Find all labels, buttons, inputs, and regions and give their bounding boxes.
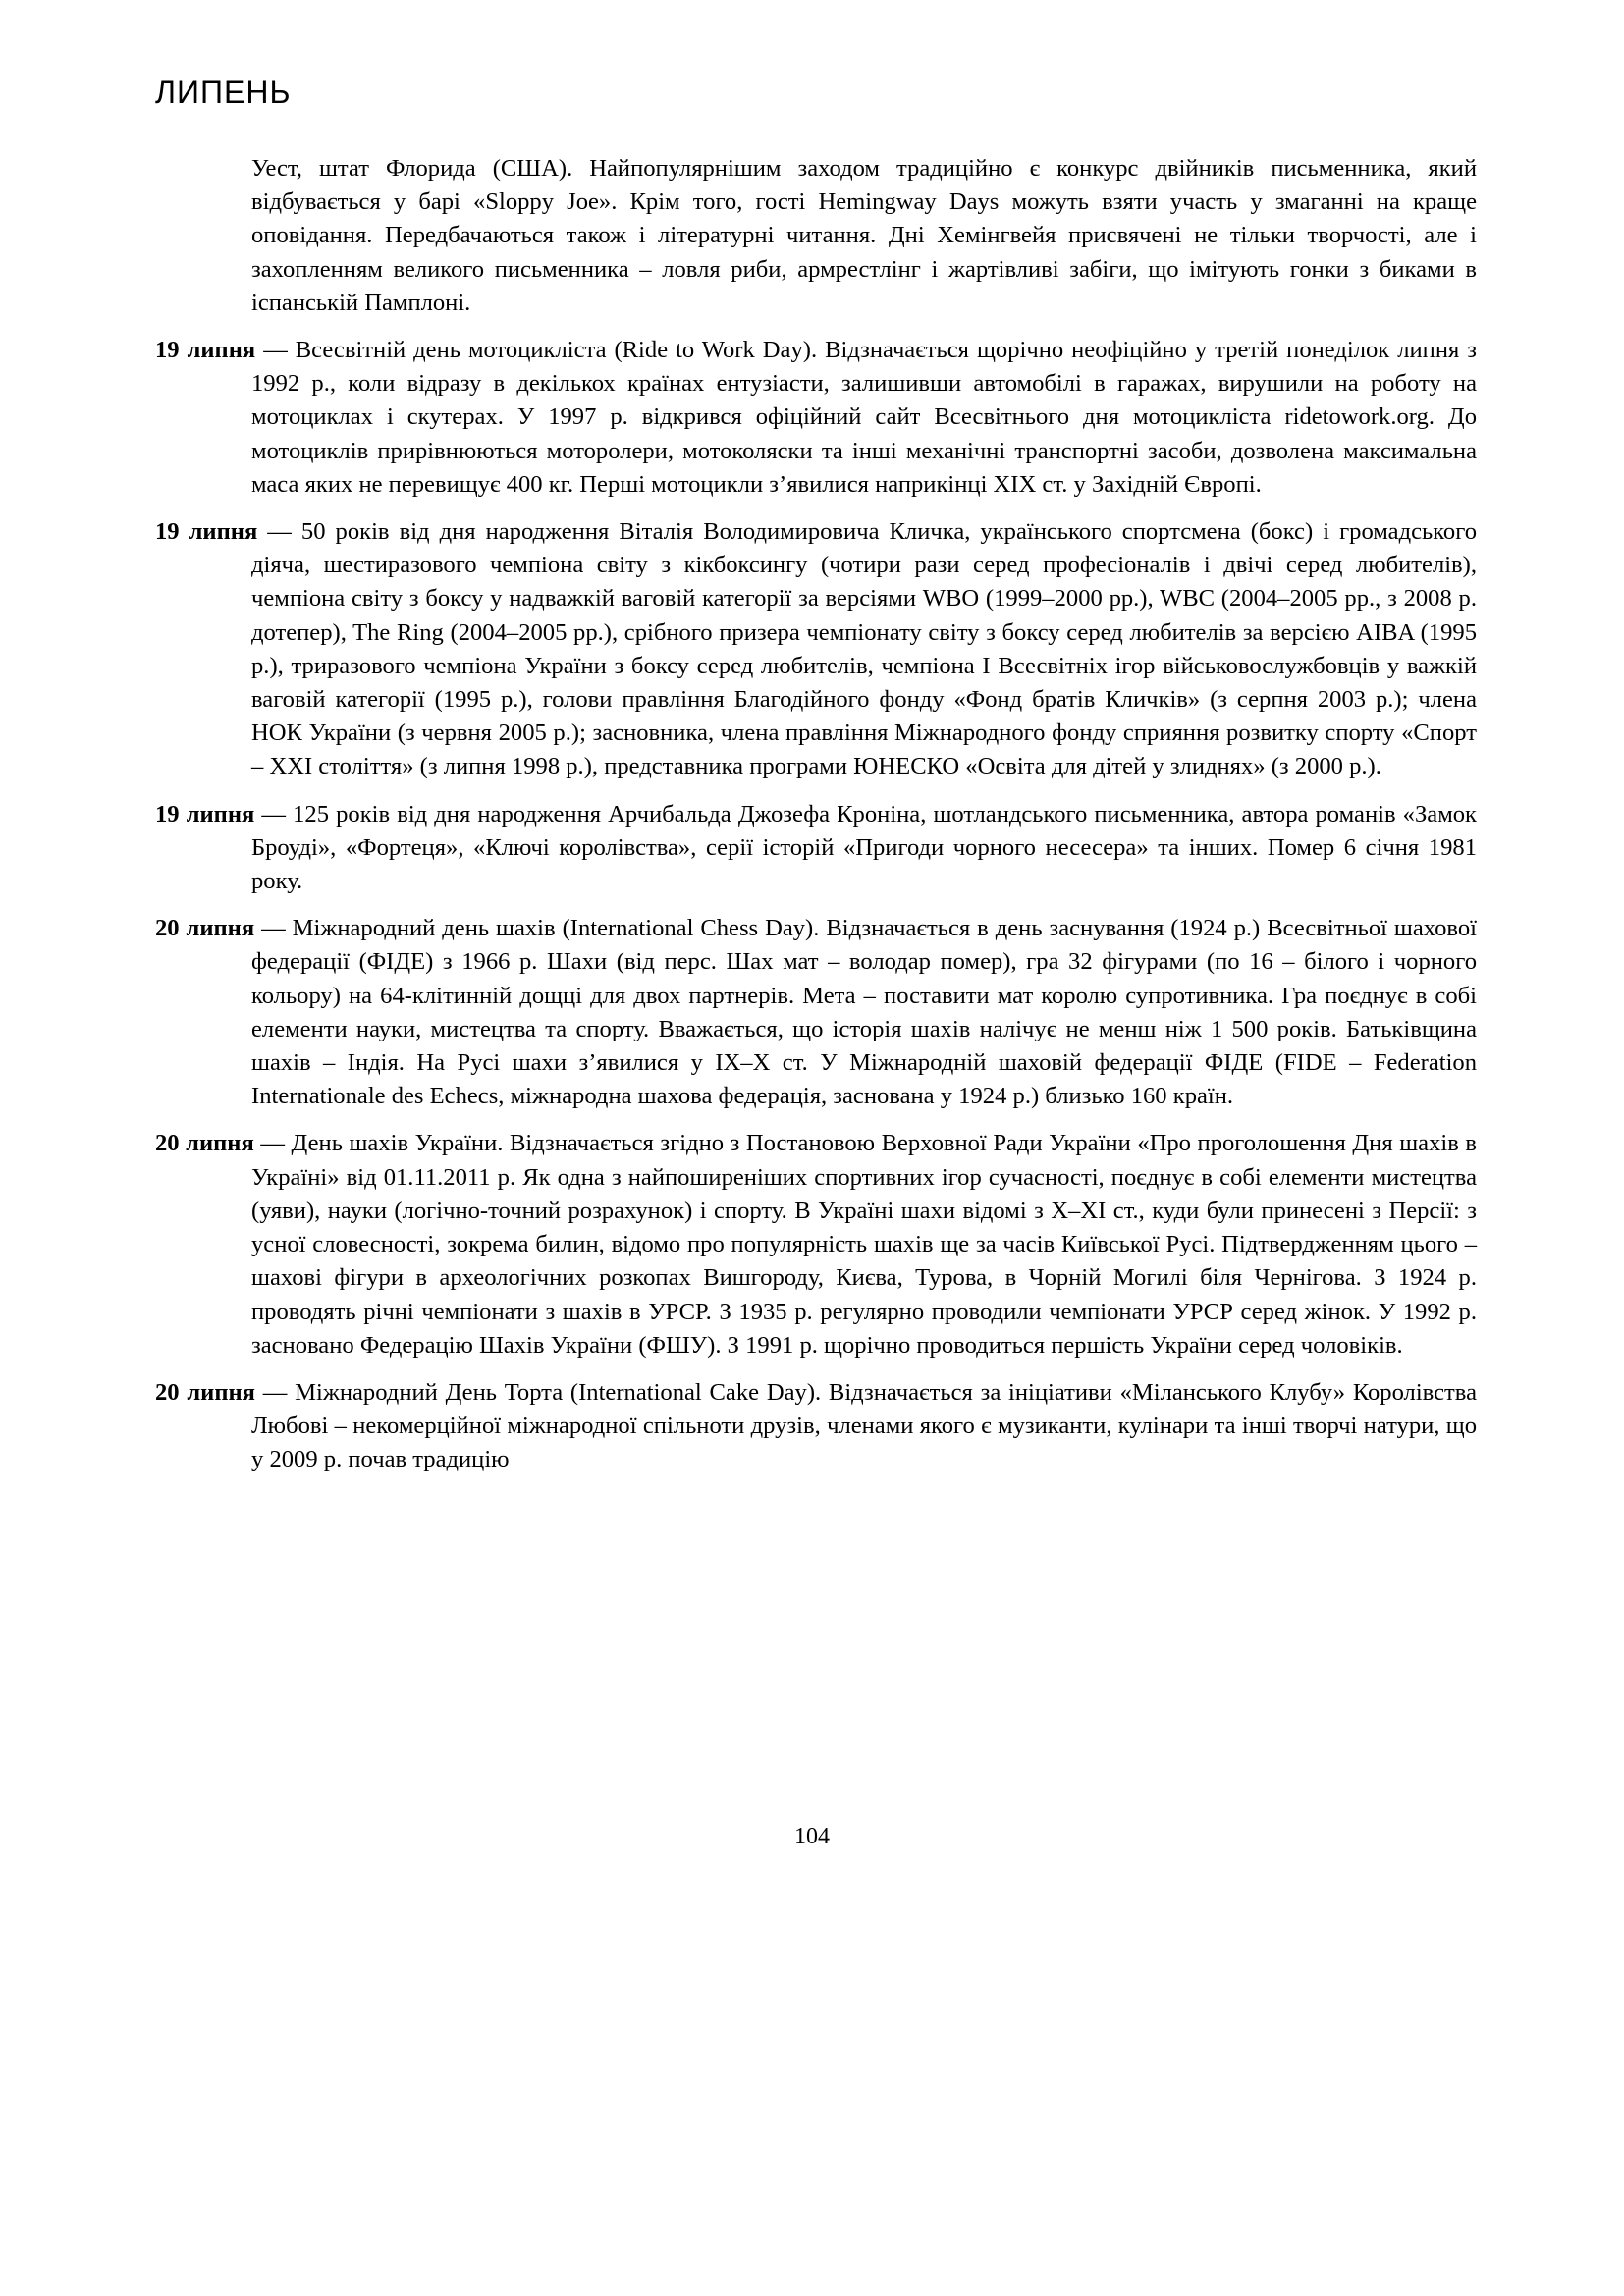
- page-header-month: ЛИПЕНЬ: [155, 75, 292, 110]
- entry-date: 20 липня: [155, 1130, 254, 1157]
- page-number: 104: [794, 1824, 830, 1849]
- entry-text: — 50 років від дня народження Віталія Володимировича Кличка, українського спортсмена (бокс) і громадського діяча, шестиразового чемпіона світу з кікбоксингу (чотири рази серед професіоналів і двічі серед любителів), чемпіона світу з боксу у надважкій ваговій категорії за версіями WBO (1999–2000 рр.), WBC (2004–2005 рр., з 2008 р. дотепер), The Ring (2004–2005 рр.), срібного призера чемпіонату світу з боксу серед любителів за версією AIBA (1995 р.), триразового чемпіона України з боксу серед любителів, чемпіона I Всесвітніх ігор військовослужбовців у важкій ваговій категорії (1995 р.), голови правління Благодійного фонду «Фонд братів Кличків» (з серпня 2003 р.); члена НОК України (з червня 2005 р.); засновника, члена правління Міжнародного фонду сприяння розвитку спорту «Спорт – XXI століття» (з липня 1998 р.), представника програми ЮНЕСКО «Освіта для дітей у злиднях» (з 2000 р.).: [251, 518, 1477, 780]
- entry-text: — 125 років від дня народження Арчибальда Джозефа Кроніна, шотландського письменника, автора романів «Замок Броуді», «Фортеця», «Ключі королівства», серії історій «Пригоди чорного несесера» та інших. Помер 6 січня 1981 року.: [251, 800, 1477, 895]
- entry-text: — Міжнародний День Торта (International Cake Day). Відзначається за ініціативи «Міланського Клубу» Королівства Любові – некомерційної міжнародної спільноти друзів, членами якого є музиканти, кулінари та інші творчі натури, що у 2009 р. почав традицію: [251, 1378, 1478, 1473]
- entry-date: 19 липня: [155, 337, 256, 364]
- calendar-entry: [155, 912, 1477, 1113]
- calendar-entry: [155, 1376, 1477, 1477]
- entry-date: 19 липня: [155, 518, 258, 546]
- calendar-entry: [155, 798, 1477, 899]
- document-body: [155, 152, 1477, 1491]
- entry-date: 19 липня: [155, 800, 255, 828]
- entry-text: — День шахів України. Відзначається згідно з Постановою Верховної Ради України «Про проголошення Дня шахів в Україні» від 01.11.2011 р. Як одна з найпоширеніших спортивних ігор сучасності, поєднує в собі елементи мистецтва (уяви), науки (логічно-точний розрахунок) і спорту. В Україні шахи відомі з X–XI ст., куди були принесені з Персії: з усної словесності, зокрема билин, відомо про популярність шахів ще за часів Київської Русі. Підтвердженням цього – шахові фігури в археологічних розкопах Вишгороду, Києва, Турова, в Чорній Могилі біля Чернігова. З 1924 р. проводять річні чемпіонати з шахів в УРСР. З 1935 р. регулярно проводили чемпіонати УРСР серед жінок. У 1992 р. засновано Федерацію Шахів України (ФШУ). З 1991 р. щорічно проводиться першість України серед чоловіків.: [251, 1130, 1478, 1359]
- calendar-entry: [155, 515, 1477, 784]
- entry-date: 20 липня: [155, 1378, 255, 1406]
- entry-date: 20 липня: [155, 915, 255, 942]
- continuation-paragraph: Уест, штат Флорида (США). Найпопулярнішим заходом традиційно є конкурс двійників письменника, який відбувається у барі «Sloppy Joe». Крім того, гості Hemingway Days можуть взяти участь у змаганні на краще оповідання. Передбачаються також і літературні читання. Дні Хемінгвейя присвячені не тільки творчості, але і захопленням великого письменника – ловля риби, армрестлінг і жартівливі забіги, що імітують гонки з биками в іспанській Памплоні.: [251, 155, 1477, 316]
- entry-text: — Міжнародний день шахів (International Chess Day). Відзначається в день заснування (1924 р.) Всесвітньої шахової федерації (ФІДЕ) з 1966 р. Шахи (від перс. Шах мат – володар помер), гра 32 фігурами (по 16 – білого і чорного кольору) на 64-клітинній дощці для двох партнерів. Мета – поставити мат королю супротивника. Гра поєднує в собі елементи науки, мистецтва та спорту. Вважається, що історія шахів налічує не менш ніж 1 500 років. Батьківщина шахів – Індія. На Русі шахи з’явилися у IX–X ст. У Міжнародній шаховій федерації ФІДЕ (FIDE – Federation Internationale des Echecs, міжнародна шахова федерація, заснована у 1924 р.) близько 160 країн.: [251, 915, 1477, 1110]
- entry-text: — Всесвітній день мотоцикліста (Ride to Work Day). Відзначається щорічно неофіційно у третій понеділок липня з 1992 р., коли відразу в декількох країнах ентузіасти, залишивши автомобілі в гаражах, вирушили на роботу на мотоциклах і скутерах. У 1997 р. відкрився офіційний сайт Всесвітнього дня мотоцикліста ridetowork.org. До мотоциклів прирівнюються моторолери, мотоколяски та інші механічні транспортні засоби, дозволена максимальна маса яких не перевищує 400 кг. Перші мотоцикли з’явилися наприкінці XIX ст. у Західній Європі.: [251, 337, 1477, 498]
- calendar-entry: [155, 334, 1477, 502]
- calendar-entry: [155, 1127, 1477, 1362]
